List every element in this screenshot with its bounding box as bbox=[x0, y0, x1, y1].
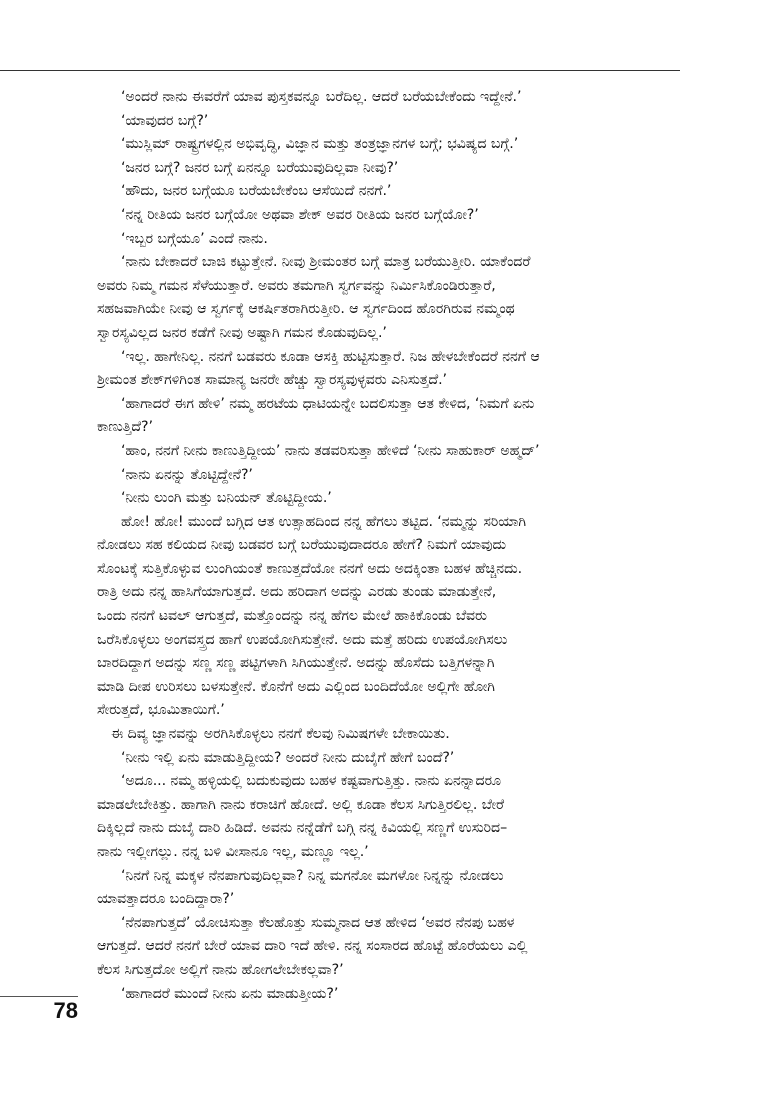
text-line: ದಿಕ್ಕಿಲ್ಲದೆ ನಾನು ದುಬೈ ದಾರಿ ಹಿಡಿದೆ. ಅವನು ನನ್ನೆಡೆಗೆ ಬಗ್ಗಿ ನನ್ನ ಕಿವಿಯಲ್ಲಿ ಸಣ್ಣಗೆ ಉಸುರಿದ– bbox=[97, 820, 508, 837]
text-line: ನಾನು ಇಲ್ಲೀಗಲ್ಲು. ನನ್ನ ಬಳಿ ವೀಸಾನೂ ಇಲ್ಲ, ಮಣ್ಣೂ ಇಲ್ಲ.’ bbox=[97, 844, 369, 860]
text-line: ಅವರು ನಿಮ್ಮ ಗಮನ ಸೆಳೆಯುತ್ತಾರೆ. ಅವರು ತಮಗಾಗಿ ಸ್ವರ್ಗವನ್ನು ನಿರ್ಮಿಸಿಕೊಂಡಿರುತ್ತಾರೆ, bbox=[97, 277, 496, 294]
text-line: ‘ನನ್ನ ರೀತಿಯ ಜನರ ಬಗ್ಗೆಯೋ ಅಥವಾ ಶೇಕ್ ಅವರ ರೀತಿಯ ಜನರ ಬಗ್ಗೆಯೋ?’ bbox=[121, 206, 479, 223]
text-line: ಈ ದಿವ್ಯ ಜ್ಞಾನವನ್ನು ಅರಗಿಸಿಕೊಳ್ಳಲು ನನಗೆ ಕೆಲವು ನಿಮಿಷಗಳೇ ಬೇಕಾಯಿತು. bbox=[111, 726, 450, 743]
text-line: ಬಾರದಿದ್ದಾಗ ಅದನ್ನು ಸಣ್ಣ ಸಣ್ಣ ಪಟ್ಟಿಗಳಾಗಿ ಸಿಗಿಯುತ್ತೇನೆ. ಅದನ್ನು ಹೊಸೆದು ಬತ್ತಿಗಳನ್ನಾಗಿ bbox=[97, 655, 495, 672]
text-line: ಶ್ರೀಮಂತ ಶೇಕ್‌ಗಳಿಗಿಂತ ಸಾಮಾನ್ಯ ಜನರೇ ಹೆಚ್ಚು ಸ್ವಾರಸ್ಯವುಳ್ಳವರು ಎನಿಸುತ್ತದೆ.’ bbox=[97, 372, 447, 389]
text-line: ‘ನೀನು ಇಲ್ಲಿ ಏನು ಮಾಡುತ್ತಿದ್ದೀಯ? ಅಂದರೆ ನೀನು ದುಬೈಗೆ ಹೇಗೆ ಬಂದೆ?’ bbox=[121, 749, 455, 766]
text-line: ಸಹಜವಾಗಿಯೇ ನೀವು ಆ ಸ್ವರ್ಗಕ್ಕೆ ಆಕರ್ಷಿತರಾಗಿರುತ್ತೀರಿ. ಆ ಸ್ವರ್ಗದಿಂದ ಹೊರಗಿರುವ ನಮ್ಮಂಥ bbox=[97, 301, 515, 318]
text-line: ಒರೆಸಿಕೊಳ್ಳಲು ಅಂಗವಸ್ತ್ರದ ಹಾಗೆ ಉಪಯೋಗಿಸುತ್ತೇನೆ. ಅದು ಮತ್ತೆ ಹರಿದು ಉಪಯೋಗಿಸಲು bbox=[97, 631, 508, 648]
text-line: ಕಾಣುತ್ತಿದೆ?’ bbox=[97, 419, 153, 436]
text-line: ಸೊಂಟಕ್ಕೆ ಸುತ್ತಿಕೊಳ್ಳುವ ಲುಂಗಿಯಂತೆ ಕಾಣುತ್ತದೆಯೋ ನನಗೆ ಅದು ಅದಕ್ಕಿಂತಾ ಬಹಳ ಹೆಚ್ಚಿನದು. bbox=[97, 560, 523, 577]
header-rule bbox=[0, 70, 680, 71]
text-line: ರಾತ್ರಿ ಅದು ನನ್ನ ಹಾಸಿಗೆಯಾಗುತ್ತದೆ. ಅದು ಹರಿದಾಗ ಅದನ್ನು ಎರಡು ತುಂಡು ಮಾಡುತ್ತೇನೆ, bbox=[97, 584, 497, 601]
text-line: ‘ನೀನು ಲುಂಗಿ ಮತ್ತು ಬನಿಯನ್ ತೊಟ್ಟಿದ್ದೀಯ.’ bbox=[121, 490, 332, 507]
page-number: 78 bbox=[53, 998, 78, 1023]
text-line: ‘ಹೌದು, ಜನರ ಬಗ್ಗೆಯೂ ಬರೆಯಬೇಕೆಂಬ ಆಸೆಯಿದೆ ನನಗೆ.’ bbox=[121, 183, 392, 200]
text-line: ಒಂದು ನನಗೆ ಟವಲ್ ಆಗುತ್ತದೆ, ಮತ್ತೊಂದನ್ನು ನನ್ನ ಹೆಗಲ ಮೇಲೆ ಹಾಕಿಕೊಂಡು ಬೆವರು bbox=[97, 608, 487, 625]
text-line: ‘ಮುಸ್ಲಿಮ್ ರಾಷ್ಟ್ರಗಳಲ್ಲಿನ ಅಭಿವೃದ್ಧಿ, ವಿಜ್ಞಾನ ಮತ್ತು ತಂತ್ರಜ್ಞಾನಗಳ ಬಗ್ಗೆ; ಭವಿಷ್ಯದ ಬಗ್ಗೆ.’ bbox=[121, 136, 519, 153]
text-line: ಹೋ! ಹೋ! ಮುಂದೆ ಬಗ್ಗಿದ ಆತ ಉತ್ಸಾಹದಿಂದ ನನ್ನ ಹೆಗಲು ತಟ್ಟಿದ. ‘ನಮ್ಮನ್ನು ಸರಿಯಾಗಿ bbox=[121, 513, 527, 530]
body-text bbox=[97, 86, 681, 1006]
text-line: ‘ಯಾವುದರ ಬಗ್ಗೆ?’ bbox=[121, 112, 209, 129]
text-line: ‘ಜನರ ಬಗ್ಗೆ? ಜನರ ಬಗ್ಗೆ ಏನನ್ನೂ ಬರೆಯುವುದಿಲ್ಲವಾ ನೀವು?’ bbox=[121, 159, 399, 176]
text-line: ಮಾಡಲೇಬೇಕಿತ್ತು. ಹಾಗಾಗಿ ನಾನು ಕರಾಚಿಗೆ ಹೋದೆ. ಅಲ್ಲಿ ಕೂಡಾ ಕೆಲಸ ಸಿಗುತ್ತಿರಲಿಲ್ಲ. ಬೇರೆ bbox=[97, 796, 504, 813]
text-line: ‘ನೆನಪಾಗುತ್ತದೆ’ ಯೋಚಿಸುತ್ತಾ ಕೆಲಹೊತ್ತು ಸುಮ್ಮನಾದ ಆತ ಹೇಳಿದ ‘ಅವರ ನೆನಪು ಬಹಳ bbox=[121, 914, 515, 931]
text-line: ಆಗುತ್ತದೆ. ಆದರೆ ನನಗೆ ಬೇರೆ ಯಾವ ದಾರಿ ಇದೆ ಹೇಳಿ. ನನ್ನ ಸಂಸಾರದ ಹೊಟ್ಟೆ ಹೊರೆಯಲು ಎಲ್ಲಿ bbox=[97, 938, 528, 955]
text-line: ‘ಹಾಗಾದರೆ ಮುಂದೆ ನೀನು ಏನು ಮಾಡುತ್ತೀಯ?’ bbox=[121, 985, 339, 1002]
footer-rule bbox=[0, 996, 78, 997]
text-line: ಯಾವತ್ತಾದರೂ ಬಂದಿದ್ದಾರಾ?’ bbox=[97, 891, 235, 908]
text-line: ‘ಅಂದರೆ ನಾನು ಈವರೆಗೆ ಯಾವ ಪುಸ್ತಕವನ್ನೂ ಬರೆದಿಲ್ಲ. ಆದರೆ ಬರೆಯಬೇಕೆಂದು ಇದ್ದೇನೆ.’ bbox=[121, 89, 522, 105]
text-line: ಕೆಲಸ ಸಿಗುತ್ತದೋ ಅಲ್ಲಿಗೆ ನಾನು ಹೋಗಲೇಬೇಕಲ್ಲವಾ?’ bbox=[97, 961, 344, 978]
text-line: ‘ಇಲ್ಲ. ಹಾಗೇನಿಲ್ಲ. ನನಗೆ ಬಡವರು ಕೂಡಾ ಆಸಕ್ತಿ ಹುಟ್ಟಿಸುತ್ತಾರೆ. ನಿಜ ಹೇಳಬೇಕೆಂದರೆ ನನಗೆ ಆ bbox=[121, 348, 540, 365]
text-line: ನೋಡಲು ಸಹ ಕಲಿಯದ ನೀವು ಬಡವರ ಬಗ್ಗೆ ಬರೆಯುವುದಾದರೂ ಹೇಗೆ? ನಿಮಗೆ ಯಾವುದು bbox=[97, 537, 507, 554]
text-line: ಸೇರುತ್ತದೆ, ಭೂಮಿತಾಯಿಗೆ.’ bbox=[97, 702, 225, 719]
text-line: ‘ನಾನು ಬೇಕಾದರೆ ಬಾಜಿ ಕಟ್ಟುತ್ತೇನೆ. ನೀವು ಶ್ರೀಮಂತರ ಬಗ್ಗೆ ಮಾತ್ರ ಬರೆಯುತ್ತೀರಿ. ಯಾಕೆಂದರೆ bbox=[121, 254, 531, 271]
text-line: ‘ಹಾಂ, ನನಗೆ ನೀನು ಕಾಣುತ್ತಿದ್ದೀಯ’ ನಾನು ತಡವರಿಸುತ್ತಾ ಹೇಳಿದೆ ‘ನೀನು ಸಾಹುಕಾರ್ ಅಹ್ಮದ್’ bbox=[121, 442, 540, 459]
text-line: ‘ನಿನಗೆ ನಿನ್ನ ಮಕ್ಕಳ ನೆನಪಾಗುವುದಿಲ್ಲವಾ? ನಿನ್ನ ಮಗನೋ ಮಗಳೋ ನಿನ್ನನ್ನು ನೋಡಲು bbox=[121, 867, 504, 884]
text-line: ‘ಇಬ್ಬರ ಬಗ್ಗೆಯೂ’ ಎಂದೆ ನಾನು. bbox=[121, 230, 268, 247]
text-line: ‘ನಾನು ಏನನ್ನು ತೊಟ್ಟಿದ್ದೇನೆ?’ bbox=[121, 466, 253, 483]
text-line: ಮಾಡಿ ದೀಪ ಉರಿಸಲು ಬಳಸುತ್ತೇನೆ. ಕೊನೆಗೆ ಅದು ಎಲ್ಲಿಂದ ಬಂದಿದೆಯೋ ಅಲ್ಲಿಗೇ ಹೋಗಿ bbox=[97, 678, 495, 695]
text-line: ‘ಅದೂ... ನಮ್ಮ ಹಳ್ಳಿಯಲ್ಲಿ ಬದುಕುವುದು ಬಹಳ ಕಷ್ಟವಾಗುತ್ತಿತ್ತು. ನಾನು ಏನನ್ನಾದರೂ bbox=[121, 773, 502, 790]
text-line: ‘ಹಾಗಾದರೆ ಈಗ ಹೇಳಿ’ ನಮ್ಮ ಹರಟೆಯ ಧಾಟಿಯನ್ನೇ ಬದಲಿಸುತ್ತಾ ಆತ ಕೇಳಿದ, ‘ನಿಮಗೆ ಏನು bbox=[121, 395, 535, 412]
text-line: ಸ್ವಾರಸ್ಯವಿಲ್ಲದ ಜನರ ಕಡೆಗೆ ನೀವು ಅಷ್ಟಾಗಿ ಗಮನ ಕೊಡುವುದಿಲ್ಲ.’ bbox=[97, 324, 387, 341]
